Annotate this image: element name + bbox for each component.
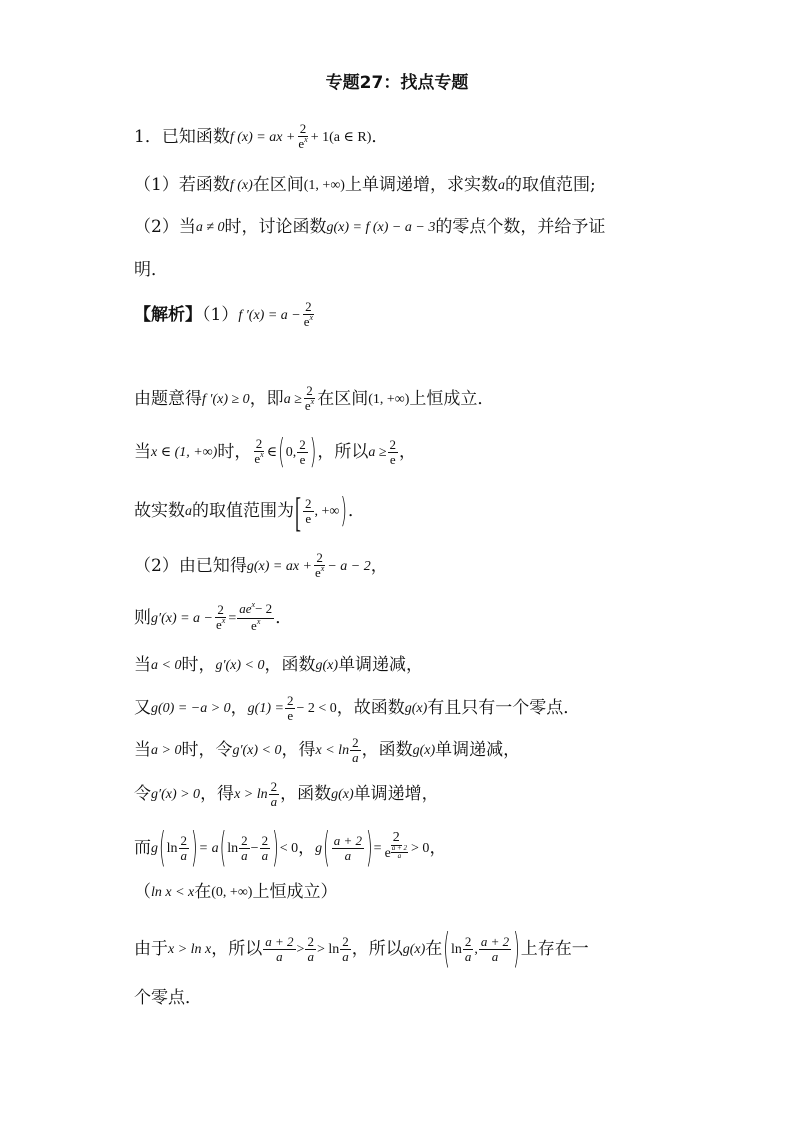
- fraction: $\frac{2}{e}$: [299, 437, 306, 467]
- problem-part-2-cont: 明．: [134, 260, 168, 280]
- solution-line-7: 当a < 0时，g′(x) < 0，函数g(x)单调递减，: [134, 655, 424, 675]
- fraction: $\frac{2}{e^x}$: [314, 550, 325, 580]
- solution-line-9: 当a > 0时，令g′(x) < 0，得x < ln $\frac{2}{a}$ ，函数g(x)单调递减，: [134, 735, 521, 765]
- fraction: $\frac{2}{a}$: [241, 833, 248, 863]
- fraction: $\frac{2}{a}$: [270, 779, 278, 809]
- solution-line-8: 又g(0) = −a > 0，g(1) = $\frac{2}{e}$ − 2 < 0，故函数g(x)有且只有一个零点．: [134, 693, 581, 723]
- solution-line-13: 由于x > ln x，所以 $\frac{a + 2}{a}$ > $\frac{2}{a}$ > ln $\frac{2}{a}$ ，所以g(x)在(ln $\frac{2}{a}$ , $\frac{a + 2}{a}$ )上存在一: [134, 925, 589, 974]
- problem-part-2: （2）当a ≠ 0时，讨论函数g(x) = f (x) − a − 3的零点个数，并给予证: [134, 217, 606, 237]
- fraction: $\frac{2}{e}$: [286, 693, 294, 723]
- fraction: $\frac{2}{a}$: [307, 934, 314, 964]
- solution-line-2: 由题意得f ′(x) ≥ 0，即a ≥ $\frac{2}{e^x}$ 在区间(1, +∞)上恒成立．: [134, 383, 495, 413]
- page-title: 专题27：找点专题: [325, 73, 469, 93]
- solution-line-11: 而g(ln $\frac{2}{a}$ )= a(ln $\frac{2}{a}$ − $\frac{2}{a}$ )< 0，g( $\frac{a + 2}{a}$ )= 2 e $\frac{a + 2}{a}$ > 0，: [134, 824, 447, 873]
- solution-label: 【解析】: [134, 305, 202, 325]
- solution-line-5: （2）由已知得g(x) = ax + $\frac{2}{e^x}$ − a − 2，: [134, 550, 388, 580]
- solution-line-10: 令g′(x) > 0，得x > ln $\frac{2}{a}$ ，函数g(x)单调递增，: [134, 779, 439, 809]
- fraction: $\frac{2}{e^x}$: [216, 602, 226, 632]
- fraction: $\frac{2}{a}$: [352, 735, 359, 765]
- solution-line-12: （ln x < x在(0, +∞)上恒成立）: [134, 882, 338, 902]
- fraction: $\frac{2}{a}$: [464, 934, 472, 964]
- fraction: 2 e $\frac{a + 2}{a}$: [384, 830, 408, 861]
- fraction: $\frac{2}{e}$: [389, 437, 397, 467]
- solution-line-3: 当x ∈ (1, +∞)时， $\frac{2}{e^x}$ ∈(0, $\frac{2}{e}$ )，所以a ≥ $\frac{2}{e}$ ，: [134, 432, 417, 473]
- fraction: $\frac{ae^x- 2}{e^x}$: [239, 600, 273, 633]
- fraction: $\frac{2}{e}$: [305, 496, 312, 526]
- solution-line-6: 则g′(x) = a − $\frac{2}{e^x}$ = $\frac{ae^x- 2}{e^x}$ ．: [134, 600, 293, 633]
- solution-line-4: 故实数a的取值范围为[ $\frac{2}{e}$ , +∞)．: [134, 488, 366, 535]
- fraction: $\frac{2}{e^x}$: [303, 299, 314, 329]
- fraction: $\frac{a + 2}{a}$: [333, 833, 363, 863]
- fraction: $\frac{2}{a}$: [180, 833, 188, 863]
- fraction: $\frac{2}{e^x}$: [304, 383, 315, 413]
- fraction: $\frac{2}{e^x}$: [298, 121, 308, 151]
- problem-statement: 1．已知函数f (x) = ax + $\frac{2}{e^x}$ + 1(a ∈ R)．: [134, 121, 389, 151]
- fraction: $\frac{a + 2}{a}$: [480, 934, 510, 964]
- solution-line-14: 个零点．: [134, 988, 202, 1008]
- problem-part-1: （1）若函数f (x)在区间(1, +∞)上单调递增，求实数a的取值范围;: [134, 175, 596, 195]
- fraction: $\frac{a + 2}{a}$: [265, 934, 294, 964]
- fraction: $\frac{2}{a}$: [261, 833, 269, 863]
- fraction: $\frac{2}{e^x}$: [254, 436, 264, 466]
- fraction: $\frac{2}{a}$: [342, 934, 349, 964]
- solution-part-1-derivative: 【解析】（1）f ′(x) = a − $\frac{2}{e^x}$: [134, 299, 314, 329]
- problem-number: 1．: [134, 127, 162, 147]
